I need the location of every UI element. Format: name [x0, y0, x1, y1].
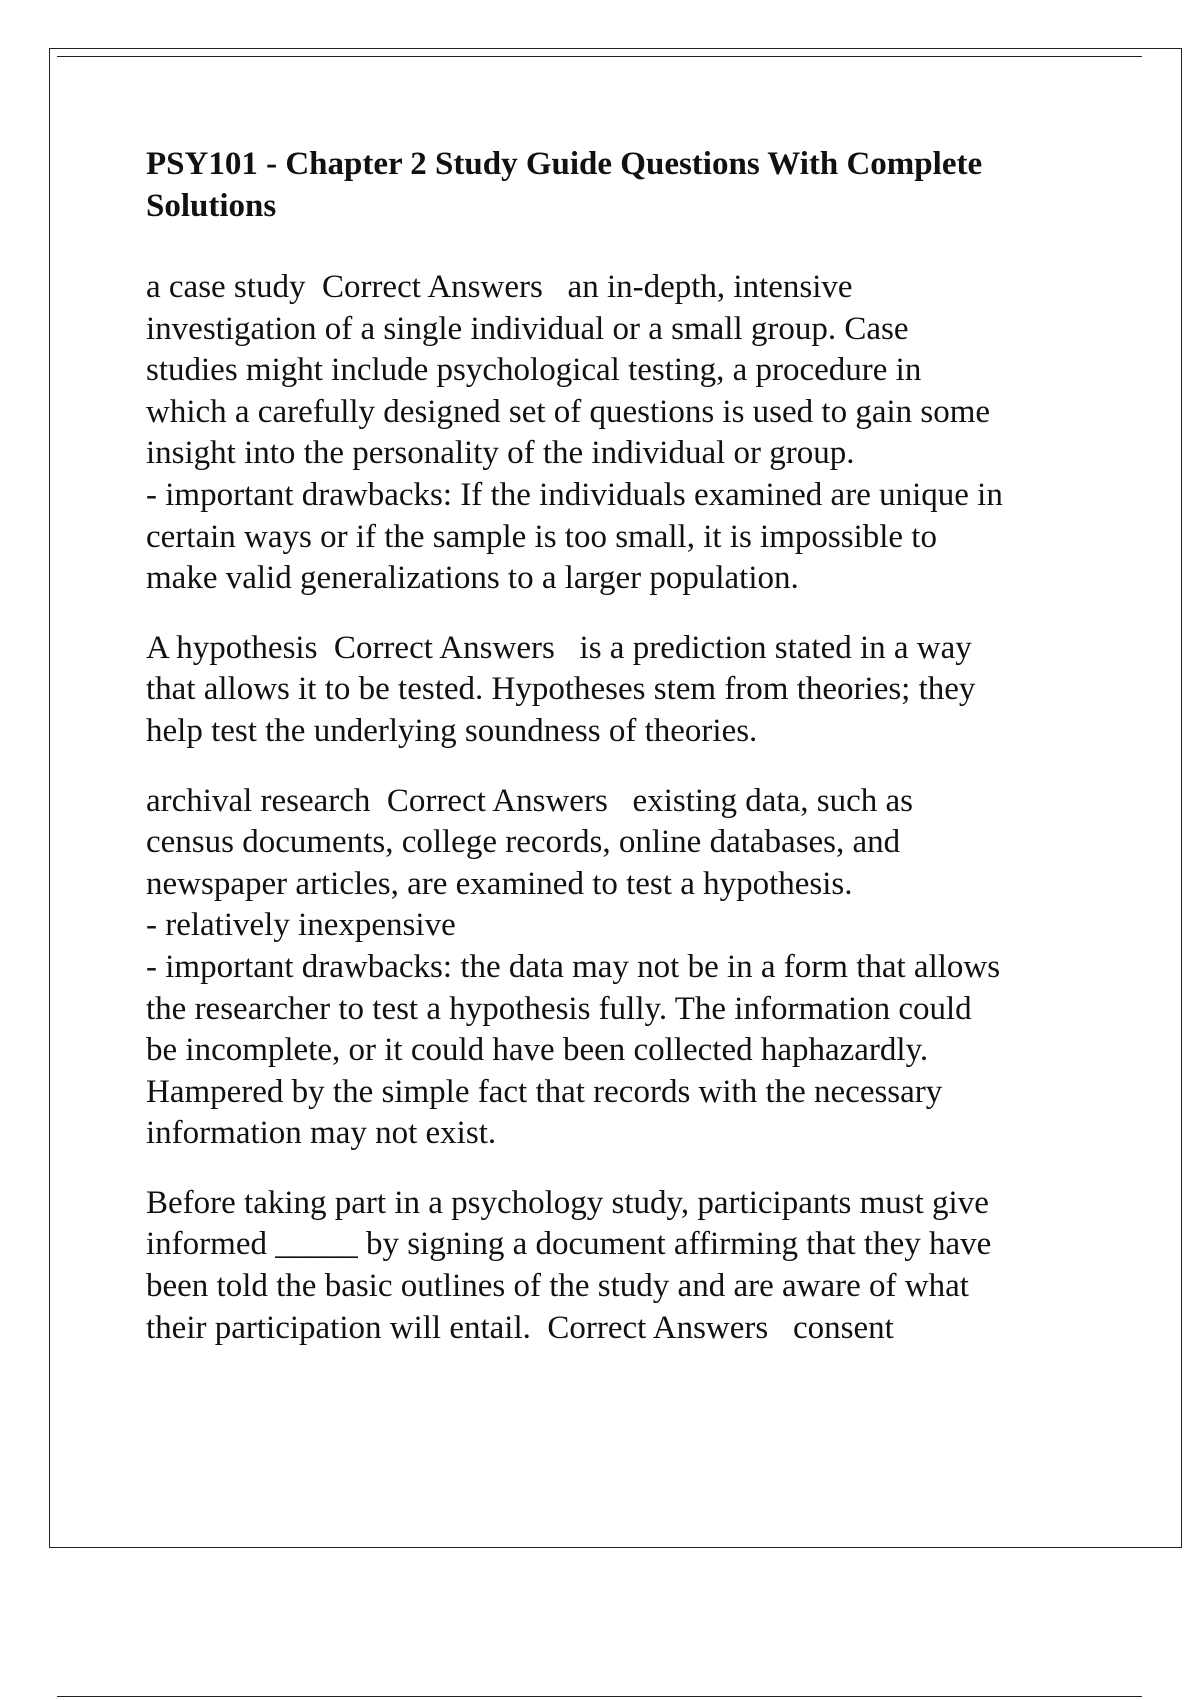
- page-bottom-rule: [57, 1696, 1142, 1697]
- entry-line: certain ways or if the sample is too small, it is impossible to: [146, 518, 937, 555]
- entry-line: studies might include psychological testing, a procedure in: [146, 352, 922, 389]
- entry-line: the researcher to test a hypothesis fully. The information could: [146, 990, 972, 1027]
- entry-line: a case study Correct Answers an in-depth, intensive: [146, 269, 853, 305]
- entry-line: help test the underlying soundness of theories.: [146, 712, 758, 749]
- entry-line: be incomplete, or it could have been collected haphazardly.: [146, 1032, 929, 1069]
- entry-line: newspaper articles, are examined to test a hypothesis.: [146, 865, 853, 902]
- title-line: Solutions: [146, 188, 277, 224]
- entry-line: Before taking part in a psychology study, participants must give: [146, 1184, 989, 1221]
- entry-line: census documents, college records, online databases, and: [146, 824, 901, 861]
- entry-line: - relatively inexpensive: [146, 907, 456, 944]
- entry-line: Hampered by the simple fact that records with the necessary: [146, 1073, 943, 1110]
- entry-line: insight into the personality of the individual or group.: [146, 435, 855, 472]
- entry-line: A hypothesis Correct Answers is a prediction stated in a way: [146, 629, 972, 666]
- entry-line: which a carefully designed set of questions is used to gain some: [146, 393, 991, 430]
- title-line: PSY101 - Chapter 2 Study Guide Questions With Complete: [146, 146, 983, 182]
- entry-line: investigation of a single individual or a small group. Case: [146, 310, 909, 347]
- entry-line: that allows it to be tested. Hypotheses stem from theories; they: [146, 671, 976, 708]
- entry-line: been told the basic outlines of the study and are aware of what: [146, 1268, 969, 1305]
- qa-entry-hypothesis: [146, 628, 1106, 753]
- entry-line: make valid generalizations to a larger population.: [146, 560, 799, 597]
- entry-line: information may not exist.: [146, 1115, 497, 1152]
- qa-entry-case-study: [146, 267, 1106, 600]
- entry-line: - important drawbacks: the data may not be in a form that allows: [146, 948, 1001, 985]
- qa-entry-informed-consent: [146, 1183, 1106, 1349]
- entry-line: archival research Correct Answers existing data, such as: [146, 782, 913, 819]
- entry-line: their participation will entail. Correct Answers consent: [146, 1309, 894, 1346]
- entry-line: - important drawbacks: If the individuals examined are unique in: [146, 476, 1003, 513]
- document-body: [146, 143, 1106, 1377]
- document-title: [146, 143, 1106, 227]
- frame-top-rule: [57, 56, 1142, 57]
- entry-line: informed _____ by signing a document affirming that they have: [146, 1226, 992, 1263]
- qa-entry-archival-research: [146, 781, 1106, 1155]
